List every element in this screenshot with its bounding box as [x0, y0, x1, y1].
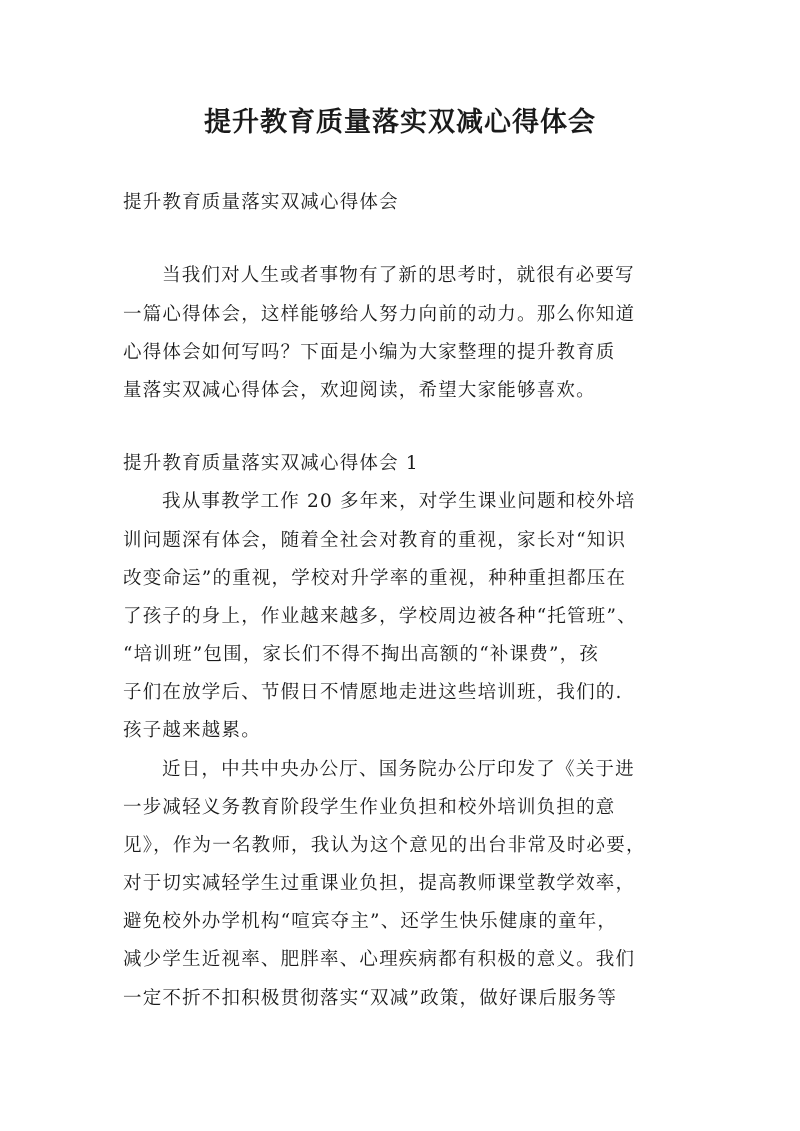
paragraph-line: 见》，作为一名教师，我认为这个意见的出台非常及时必要， — [123, 835, 646, 856]
paragraph-line: 孩子越来越累。 — [123, 720, 261, 741]
paragraph-line: 一定不折不扣积极贯彻落实“双减”政策，做好课后服务等 — [123, 988, 618, 1009]
paragraph-line: 了孩子的身上，作业越来越多，学校周边被各种“托管班”、 — [123, 606, 637, 627]
paragraph-line: 改变命运”的重视，学校对升学率的重视，种种重担都压在 — [123, 568, 627, 589]
paragraph-line: 近日，中共中央办公厅、国务院办公厅印发了《关于进 — [162, 759, 635, 780]
intro-line: 心得体会如何写吗？下面是小编为大家整理的提升教育质 — [123, 342, 616, 363]
intro-line: 当我们对人生或者事物有了新的思考时，就很有必要写 — [162, 265, 635, 286]
paragraph-line: 我从事教学工作 20 多年来，对学生课业问题和校外培 — [162, 491, 636, 512]
document-title: 提升教育质量落实双减心得体会 — [204, 107, 596, 138]
paragraph-line: 训问题深有体会，随着全社会对教育的重视，家长对“知识 — [123, 530, 627, 551]
paragraph-line: 减少学生近视率、肥胖率、心理疾病都有积极的意义。我们 — [123, 949, 636, 970]
section-heading: 提升教育质量落实双减心得体会 1 — [123, 453, 419, 474]
intro-line: 一篇心得体会，这样能够给人努力向前的动力。那么你知道 — [123, 304, 636, 325]
paragraph-line: 一步减轻义务教育阶段学生作业负担和校外培训负担的意 — [123, 797, 616, 818]
paragraph-line: 对于切实减轻学生过重课业负担，提高教师课堂教学效率， — [123, 873, 636, 894]
paragraph-line: “培训班”包围，家长们不得不掏出高额的“补课费”，孩 — [123, 644, 600, 665]
paragraph-line: 避免校外办学机构“喧宾夺主”、还学生快乐健康的童年， — [123, 911, 618, 932]
paragraph-line: 子们在放学后、节假日不情愿地走进这些培训班，我们的. — [123, 682, 623, 703]
document-subtitle: 提升教育质量落实双减心得体会 — [123, 192, 399, 213]
intro-line: 量落实双减心得体会，欢迎阅读，希望大家能够喜欢。 — [123, 380, 596, 401]
